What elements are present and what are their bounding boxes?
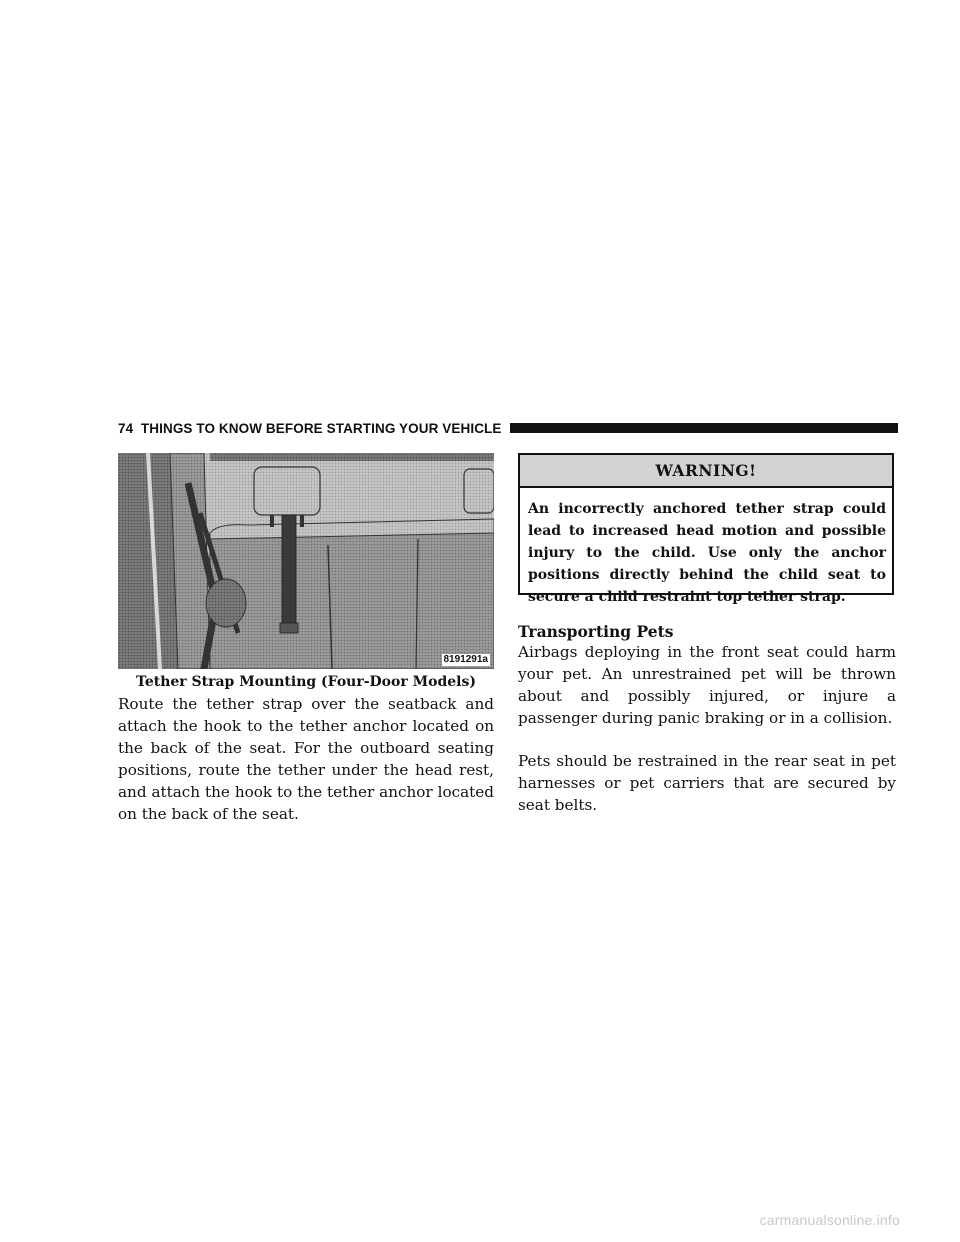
chapter-title: THINGS TO KNOW BEFORE STARTING YOUR VEHICLE [140, 420, 502, 436]
warning-box [518, 453, 894, 605]
header-rule [510, 423, 899, 433]
warning-text: An incorrectly anchored tether strap could lead to increased head motion and possible injury to the child. Use only the anchor positions directly behind the child seat to secure a child restraint top tether strap. [528, 501, 886, 605]
page-number: 74 [118, 420, 134, 436]
page-header-text [118, 421, 502, 436]
figure-code: 8191291a [443, 654, 488, 665]
rear-seat-illustration [118, 453, 494, 669]
pets-paragraph-2: Pets should be restrained in the rear seat in pet harnesses or pet carriers that are secured by seat belts. [518, 752, 896, 814]
section-heading: Transporting Pets [518, 622, 674, 641]
watermark: carmanualsonline.info [759, 1212, 900, 1228]
figure-caption: Tether Strap Mounting (Four-Door Models) [136, 674, 476, 690]
tether-routing-paragraph: Route the tether strap over the seatback and attach the hook to the tether anchor located on the back of the seat. For the outboard seating positions, route the tether under the head rest, and attach the hook to the tether anchor located on the back of the seat. [118, 695, 494, 823]
page-header [118, 420, 898, 436]
warning-title: WARNING! [520, 455, 892, 488]
tether-strap-illustration [118, 453, 494, 669]
pets-paragraph-1: Airbags deploying in the front seat could harm your pet. An unrestrained pet will be thrown about and possibly injured, or injure a passenger during panic braking or in a collision. [518, 643, 896, 727]
